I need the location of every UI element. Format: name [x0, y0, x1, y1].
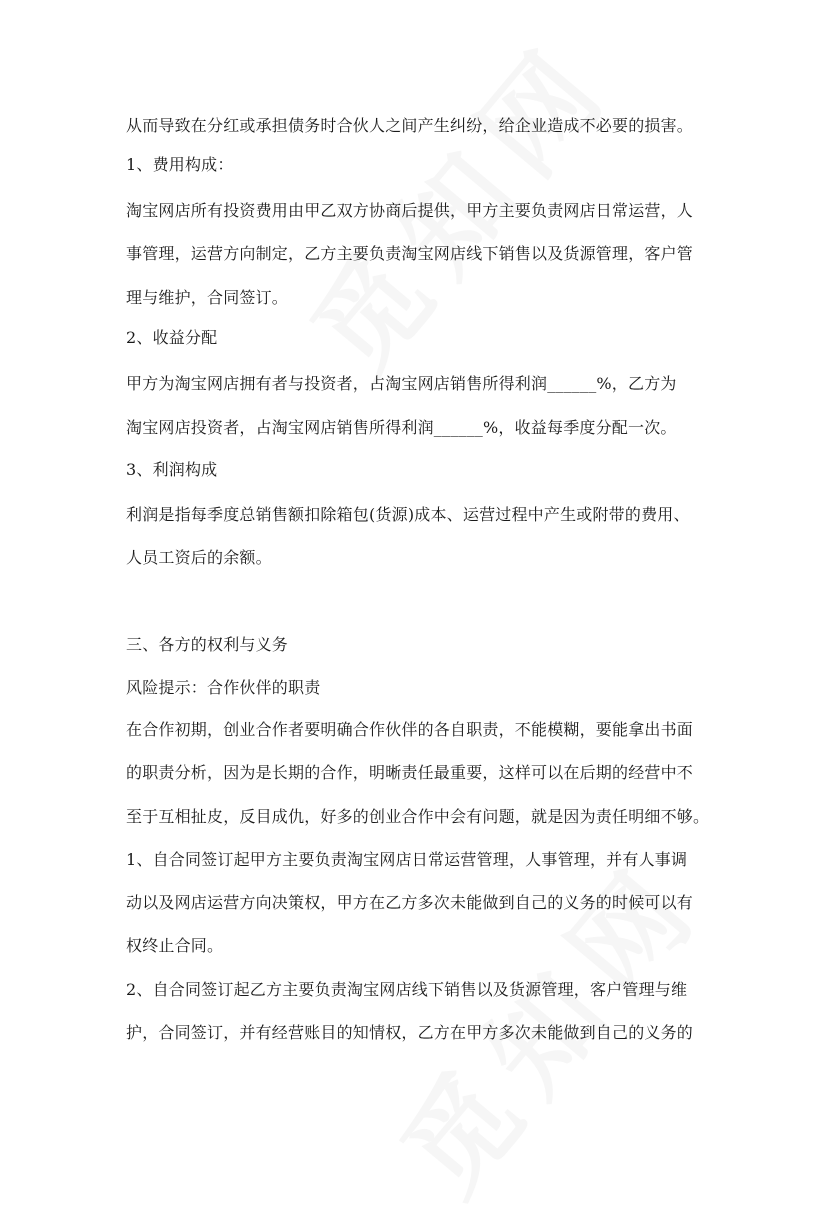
risk-tip: 风险提示：合作伙伴的职责 [126, 678, 321, 697]
text-line: 动以及网店运营方向决策权，甲方在乙方多次未能做到自己的义务的时候可以有 [126, 893, 694, 912]
text-line: 在合作初期，创业合作者要明确合作伙伴的各自职责，不能模糊，要能拿出书面 [126, 720, 694, 739]
text-line: 护，合同签订，并有经营账目的知情权，乙方在甲方多次未能做到自己的义务的 [126, 1023, 694, 1042]
text-line: 人员工资后的余额。 [126, 548, 272, 567]
section-heading: 2、收益分配 [126, 328, 218, 347]
text-line: 2、自合同签订起乙方主要负责淘宝网店线下销售以及货源管理，客户管理与维 [126, 980, 688, 999]
text-line: 1、自合同签订起甲方主要负责淘宝网店日常运营管理，人事管理，并有人事调 [126, 850, 688, 869]
text-line: 淘宝网店投资者，占淘宝网店销售所得利润______%，收益每季度分配一次。 [126, 418, 677, 437]
text-line: 的职责分析，因为是长期的合作，明晰责任最重要，这样可以在后期的经营中不 [126, 763, 694, 782]
text-line: 淘宝网店所有投资费用由甲乙双方协商后提供，甲方主要负责网店日常运营，人 [126, 201, 694, 220]
text-line: 理与维护，合同签订。 [126, 288, 289, 307]
section-heading: 1、费用构成： [126, 155, 234, 174]
chapter-heading: 三、各方的权利与义务 [126, 635, 289, 654]
text-line: 甲方为淘宝网店拥有者与投资者，占淘宝网店销售所得利润______%，乙方为 [126, 374, 677, 393]
text-line: 事管理，运营方向制定，乙方主要负责淘宝网店线下销售以及货源管理，客户管 [126, 244, 694, 263]
section-heading: 3、利润构成 [126, 460, 218, 479]
text-line: 从而导致在分红或承担债务时合伙人之间产生纠纷，给企业造成不必要的损害。 [126, 116, 694, 135]
text-line: 权终止合同。 [126, 936, 224, 955]
text-line: 至于互相扯皮，反目成仇，好多的创业合作中会有问题，就是因为责任明细不够。 [126, 807, 710, 826]
text-line: 利润是指每季度总销售额扣除箱包(货源)成本、运营过程中产生或附带的费用、 [126, 505, 690, 524]
